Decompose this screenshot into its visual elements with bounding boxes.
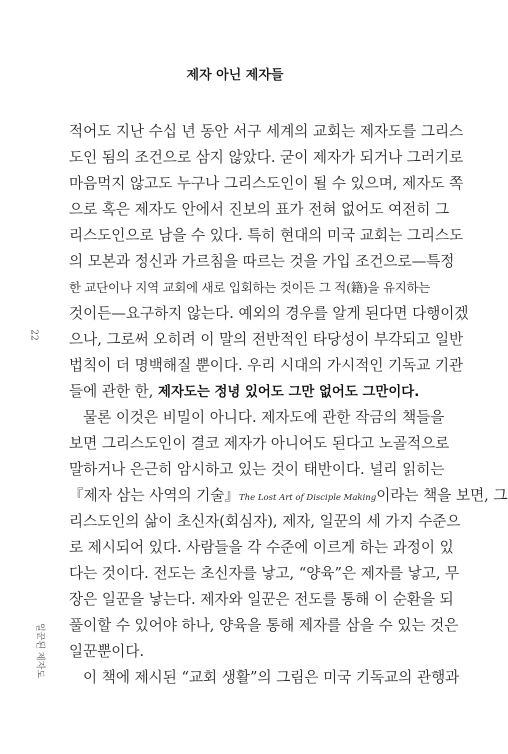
text-line: [69, 379, 420, 405]
text-line: 말하거나 은근히 암시하고 있는 것이 태반이다. 널리 읽히는: [69, 461, 445, 478]
text-line: 이 책에 제시된 “교회 생활”의 그림은 미국 기독교의 관행과: [83, 669, 460, 686]
text-line: 리스도인의 삶이 초신자(회심자), 제자, 일꾼의 세 가지 수준으: [69, 513, 461, 530]
text-line: 으나, 그로써 오히려 이 말의 전반적인 타당성이 부각되고 일반: [69, 331, 464, 348]
text-line: 마음먹지 않고도 누구나 그리스도인이 될 수 있으며, 제자도 쪽: [69, 175, 464, 192]
chapter-title: 제자 아닌 제자들: [186, 68, 284, 83]
text-line: 일꾼뿐이다.: [69, 643, 145, 660]
text-line: 풀이할 수 있어야 하나, 양육을 통해 제자를 삼을 수 있는 것은: [69, 617, 459, 634]
text-line: 리스도인으로 남을 수 있다. 특히 현대의 미국 교회는 그리스도: [69, 227, 464, 244]
page-number: 22: [28, 329, 39, 341]
text-line: 다는 것이다. 전도는 초신자를 낳고, “양육”은 제자를 낳고, 무: [69, 565, 460, 582]
book-title: 『제자 삼는 사역의 기술』: [69, 487, 239, 504]
text-line: 도인 됨의 조건으로 삼지 않았다. 굳이 제자가 되거나 그러기로: [69, 149, 464, 166]
text-line: 것이든—요구하지 않는다. 예외의 경우를 알게 된다면 다행이겠: [69, 305, 469, 322]
text-line: 의 모본과 정신과 가르침을 따르는 것을 가입 조건으로—특정: [69, 253, 455, 270]
book-title-english: The Lost Art of Disciple Making: [238, 493, 377, 503]
text-line: 장은 일꾼을 낳는다. 제자와 일꾼은 전도를 통해 이 순환을 되: [69, 591, 454, 608]
body-text: [69, 119, 508, 691]
text-line: 법칙이 더 명백해질 뿐이다. 우리 시대의 가시적인 기독교 기관: [69, 357, 464, 374]
text-line: 보면 그리스도인이 결코 제자가 아니어도 된다고 노골적으로: [69, 435, 450, 452]
running-head: 일꾼된 제자도: [34, 622, 45, 679]
text-line: 물론 이것은 비밀이 아니다. 제자도에 관한 작금의 책들을: [83, 409, 445, 426]
text-segment: 이라는 책을 보면, 그: [376, 487, 508, 504]
text-line: 으로 혹은 제자도 안에서 진보의 표가 전혀 없어도 여전히 그: [69, 201, 450, 218]
text-line: 적어도 지난 수십 년 동안 서구 세계의 교회는 제자도를 그리스: [69, 123, 464, 140]
text-line: 한 교단이나 지역 교회에 새로 입회하는 것이든 그 적(籍)을 유지하는: [69, 280, 431, 295]
emphasis-text: 제자도는 정녕 있어도 그만 없어도 그만이다.: [158, 385, 420, 400]
text-line: 로 제시되어 있다. 사람들을 각 수준에 이르게 하는 과정이 있: [69, 539, 454, 556]
text-line: [69, 483, 508, 509]
text-segment: 들에 관한 한,: [69, 383, 159, 400]
